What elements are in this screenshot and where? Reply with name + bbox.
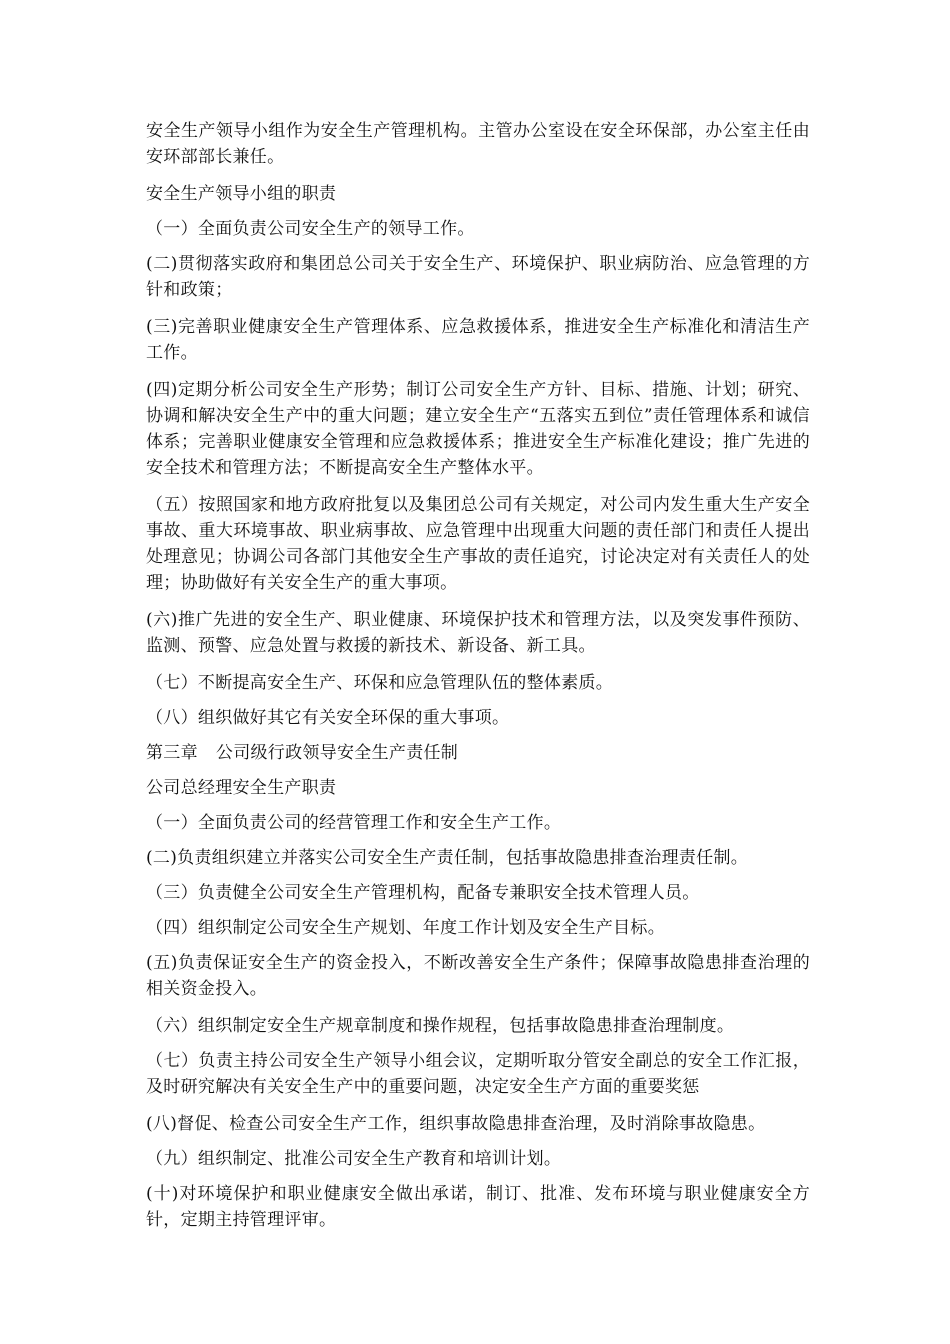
paragraph-item: （五）按照国家和地方政府批复以及集团总公司有关规定，对公司内发生重大生产安全事故、重大环境事故、职业病事故、应急管理中出现重大问题的责任部门和责任人提出处理意见；协调公司各部门其他安全生产事故的责任追究，讨论决定对有关责任人的处理；协助做好有关安全生产的重大事项。 — [146, 495, 810, 593]
duty-item: （七）负责主持公司安全生产领导小组会议，定期听取分管安全副总的安全工作汇报，及时研究解决有关安全生产中的重要问题，决定安全生产方面的重要奖惩 — [146, 1051, 810, 1097]
paragraph-item: （七）不断提高安全生产、环保和应急管理队伍的整体素质。 — [146, 673, 614, 693]
paragraph-intro: 安全生产领导小组作为安全生产管理机构。主管办公室设在安全环保部，办公室主任由安环部部长兼任。 — [146, 121, 810, 167]
document-body — [146, 118, 810, 1244]
duty-item: (五)负责保证安全生产的资金投入，不断改善安全生产条件；保障事故隐患排查治理的相关资金投入。 — [146, 953, 810, 999]
duty-item: (八)督促、检查公司安全生产工作，组织事故隐患排查治理，及时消除事故隐患。 — [146, 1114, 766, 1134]
paragraph-heading-group-duties: 安全生产领导小组的职责 — [146, 184, 337, 204]
paragraph-item: （一）全面负责公司安全生产的领导工作。 — [146, 219, 475, 239]
chapter-number: 第三章 — [146, 743, 198, 763]
duty-item: （四）组织制定公司安全生产规划、年度工作计划及安全生产目标。 — [146, 918, 665, 938]
paragraph-item: （八）组织做好其它有关安全环保的重大事项。 — [146, 708, 510, 728]
paragraph-item: (三)完善职业健康安全生产管理体系、应急救援体系，推进安全生产标准化和清洁生产工作。 — [146, 317, 810, 363]
paragraph-item: (四)定期分析公司安全生产形势；制订公司安全生产方针、目标、措施、计划；研究、协调和解决安全生产中的重大问题；建立安全生产“五落实五到位”责任管理体系和诚信体系；完善职业健康安全管理和应急救援体系；推进安全生产标准化建设；推广先进的安全技术和管理方法；不断提高安全生产整体水平。 — [146, 380, 810, 478]
section-title: 公司总经理安全生产职责 — [146, 778, 337, 798]
chapter-title: 公司级行政领导安全生产责任制 — [215, 743, 459, 763]
chapter-heading — [146, 740, 810, 766]
paragraph-item: (二)贯彻落实政府和集团总公司关于安全生产、环境保护、职业病防治、应急管理的方针和政策； — [146, 254, 810, 300]
duty-item: (二)负责组织建立并落实公司安全生产责任制，包括事故隐患排查治理责任制。 — [146, 848, 749, 868]
duty-item: （六）组织制定安全生产规章制度和操作规程，包括事故隐患排查治理制度。 — [146, 1016, 735, 1036]
duty-item: （九）组织制定、批准公司安全生产教育和培训计划。 — [146, 1149, 562, 1169]
duty-item: （三）负责健全公司安全生产管理机构，配备专兼职安全技术管理人员。 — [146, 883, 700, 903]
duty-item: （一）全面负责公司的经营管理工作和安全生产工作。 — [146, 813, 562, 833]
duty-item: (十)对环境保护和职业健康安全做出承诺，制订、批准、发布环境与职业健康安全方针，定期主持管理评审。 — [146, 1184, 810, 1230]
paragraph-item: (六)推广先进的安全生产、职业健康、环境保护技术和管理方法，以及突发事件预防、监测、预警、应急处置与救援的新技术、新设备、新工具。 — [146, 610, 810, 656]
